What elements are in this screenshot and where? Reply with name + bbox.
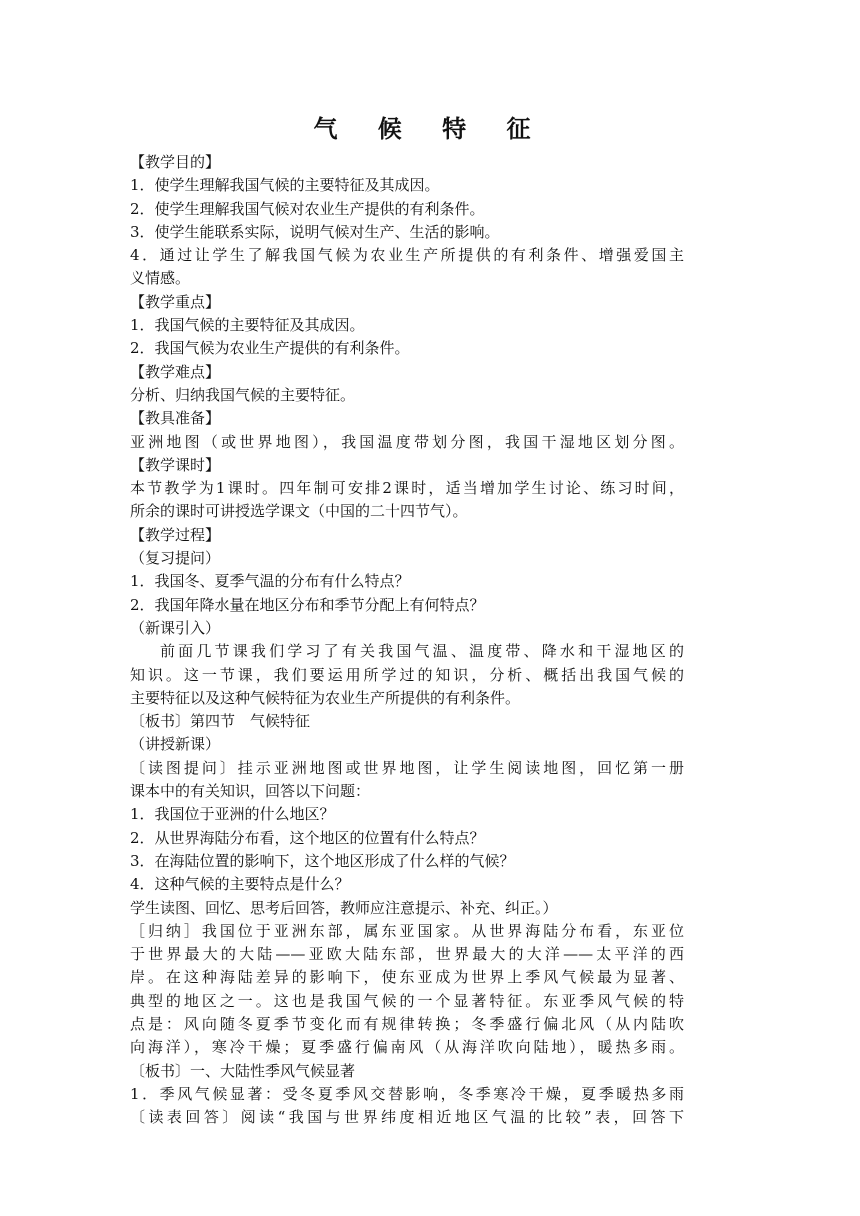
text-line: 【教学课时】 — [130, 455, 221, 474]
text-line: ［归纳］我国位于亚洲东部，属东亚国家。从世界海陆分布看，东亚位 — [130, 921, 684, 940]
text-line: 2．从世界海陆分布看，这个地区的位置有什么特点？ — [130, 828, 485, 847]
text-line: 岸。在这种海陆差异的影响下，使东亚成为世界上季风气候最为显著、 — [130, 968, 684, 987]
text-line: 4．通过让学生了解我国气候为农业生产所提供的有利条件、增强爱国主 — [130, 246, 684, 265]
text-line: 本节教学为1课时。四年制可安排2课时，适当增加学生讨论、练习时间， — [130, 479, 684, 498]
text-line: 〔读表回答〕阅读“我国与世界纬度相近地区气温的比较”表，回答下 — [130, 1108, 684, 1127]
text-line: 【教学目的】 — [130, 153, 221, 171]
text-line: 2．使学生理解我国气候对农业生产提供的有利条件。 — [130, 199, 485, 218]
text-line: 2．我国气候为农业生产提供的有利条件。 — [130, 339, 410, 358]
text-line: 1．我国气候的主要特征及其成因。 — [130, 316, 365, 335]
text-line: 典型的地区之一。这也是我国气候的一个显著特征。东亚季风气候的特 — [130, 991, 684, 1010]
text-line: 【教具准备】 — [130, 409, 221, 428]
text-line: 【教学难点】 — [130, 362, 221, 381]
text-line: 于世界最大的大陆——亚欧大陆东部，世界最大的大洋——太平洋的西 — [130, 945, 684, 964]
text-line: 1．季风气候显著：受冬夏季风交替影响，冬季寒冷干燥，夏季暖热多雨 — [130, 1084, 684, 1103]
text-line: 4．这种气候的主要特点是什么？ — [130, 875, 350, 894]
text-line: （新课引入） — [130, 618, 221, 637]
text-line: 学生读图、回忆、思考后回答，教师应注意提示、补充、纠正。） — [130, 898, 558, 917]
text-line: 1．我国位于亚洲的什么地区？ — [130, 805, 335, 824]
text-line: 主要特征以及这种气候特征为农业生产所提供的有利条件。 — [130, 688, 521, 707]
page-title: 气 候 特 征 — [313, 114, 547, 143]
text-line: 1．我国冬、夏季气温的分布有什么特点？ — [130, 572, 410, 591]
text-line: 知识。这一节课，我们要运用所学过的知识，分析、概括出我国气候的 — [130, 665, 684, 684]
document-body — [130, 151, 684, 1129]
text-line: 所余的课时可讲授选学课文（中国的二十四节气）。 — [130, 502, 468, 521]
text-line: 〔读图提问〕挂示亚洲地图或世界地图，让学生阅读地图，回忆第一册 — [130, 758, 684, 777]
text-line: 【教学过程】 — [130, 525, 221, 544]
text-line: 亚洲地图（或世界地图），我国温度带划分图，我国干湿地区划分图。 — [130, 432, 684, 451]
text-line: 〔板书〕一、大陆性季风气候显著 — [130, 1061, 356, 1080]
text-line: 向海洋），寒冷干燥；夏季盛行偏南风（从海洋吹向陆地），暖热多雨。 — [130, 1038, 684, 1057]
text-line: 课本中的有关知识，回答以下问题： — [130, 782, 371, 801]
text-line: 前面几节课我们学习了有关我国气温、温度带、降水和干湿地区的 — [160, 642, 684, 661]
text-line: 3．使学生能联系实际，说明气候对生产、生活的影响。 — [130, 222, 500, 241]
text-line: 点是：风向随冬夏季节变化而有规律转换；冬季盛行偏北风（从内陆吹 — [130, 1014, 684, 1033]
text-line: （讲授新课） — [130, 735, 221, 754]
text-line: 2．我国年降水量在地区分布和季节分配上有何特点？ — [130, 595, 485, 614]
text-line: 【教学重点】 — [130, 292, 221, 311]
text-line: 分析、归纳我国气候的主要特征。 — [130, 385, 356, 404]
text-line: 3．在海陆位置的影响下，这个地区形成了什么样的气候？ — [130, 851, 515, 870]
text-line: 义情感。 — [130, 269, 191, 288]
text-line: 1．使学生理解我国气候的主要特征及其成因。 — [130, 176, 440, 195]
text-line: 〔板书〕第四节 气候特征 — [130, 712, 311, 731]
text-line: （复习提问） — [130, 549, 221, 568]
